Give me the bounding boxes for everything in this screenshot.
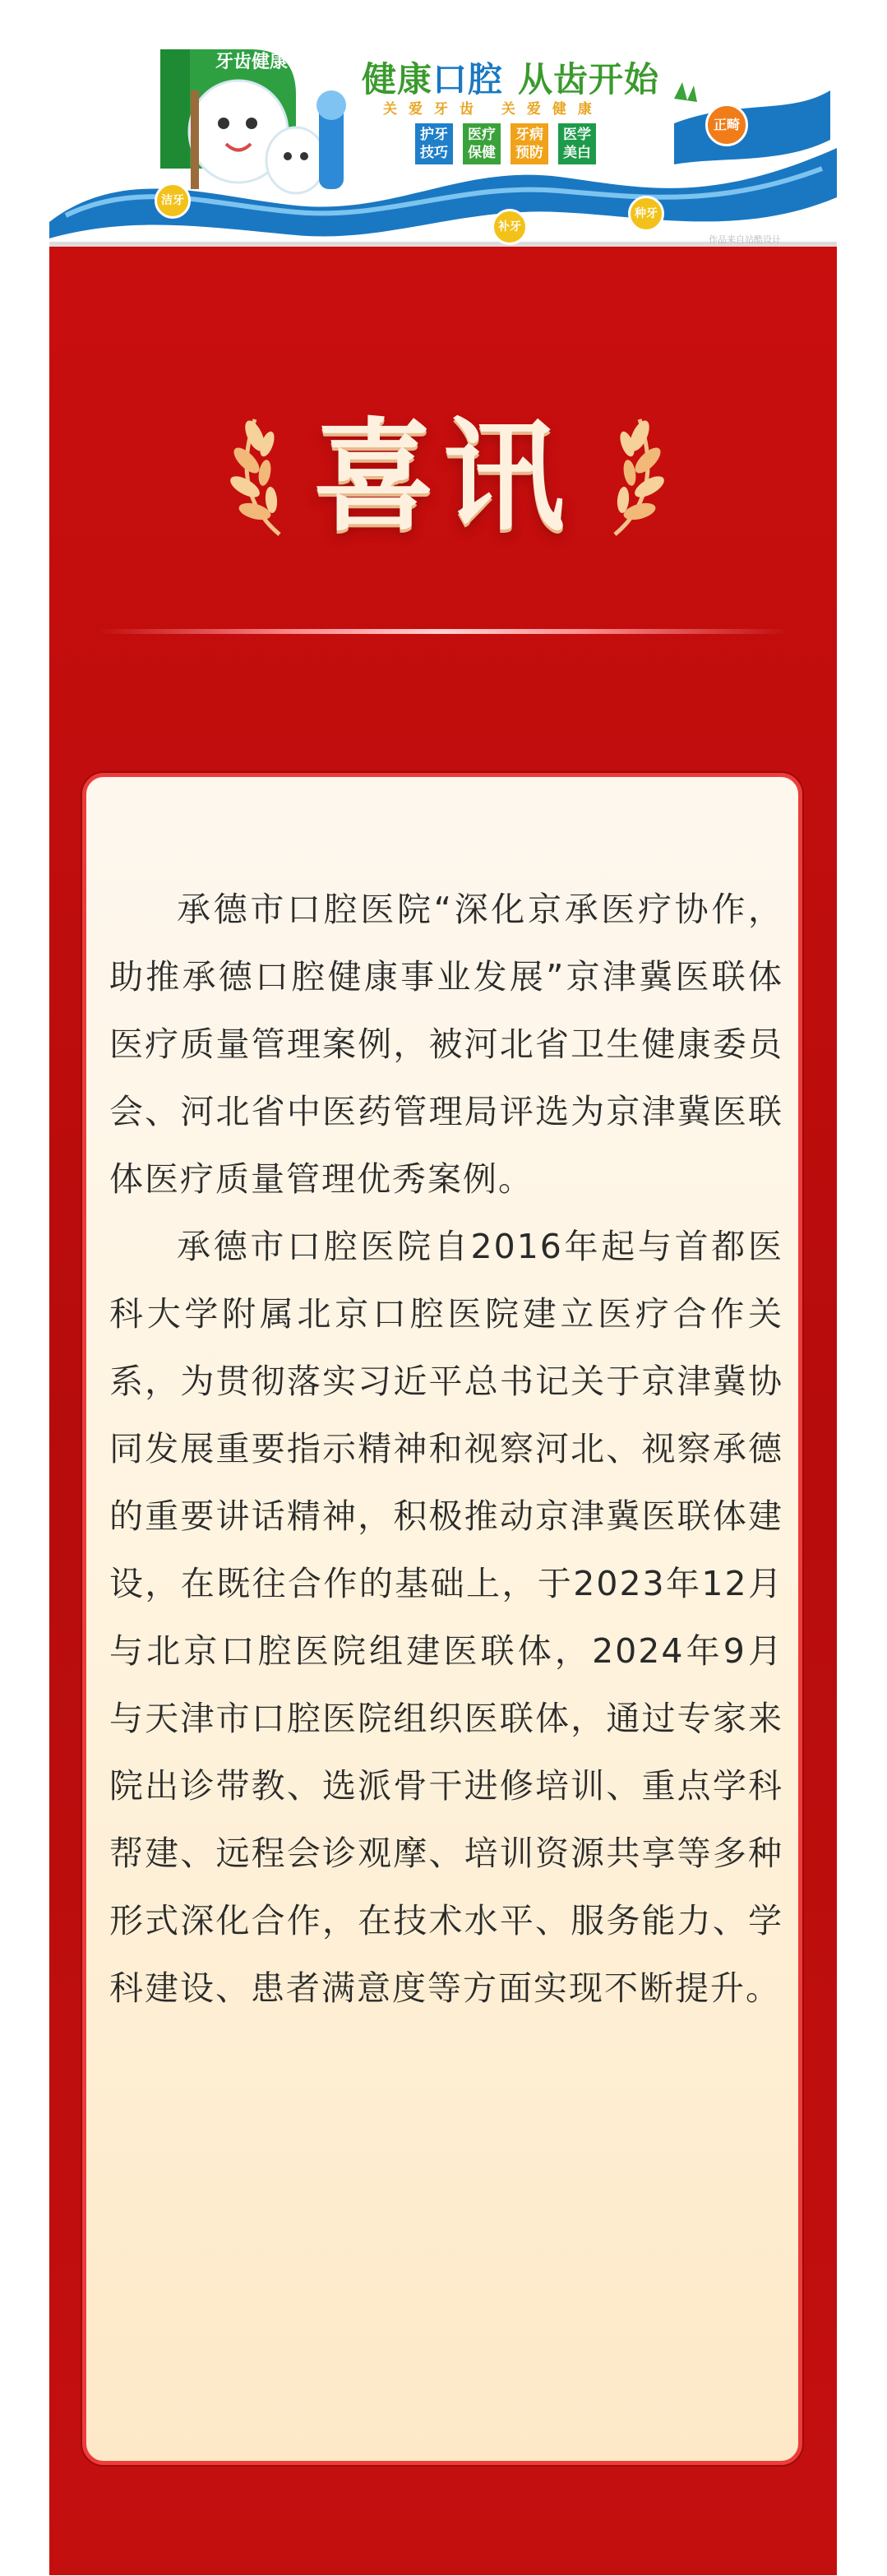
banner-box-2: 医疗保健 bbox=[463, 123, 501, 164]
header-banner bbox=[0, 0, 887, 247]
banner-circle-1: 洁牙 bbox=[155, 183, 191, 219]
banner-box-4: 医学美白 bbox=[558, 123, 596, 164]
banner-circle-2: 补牙 bbox=[492, 209, 528, 245]
news-poster bbox=[49, 247, 837, 2575]
banner-title-part2: 口腔 bbox=[432, 59, 504, 99]
banner-credit: 作品来自站酷设计 bbox=[709, 234, 781, 245]
news-paragraph-1: 承德市口腔医院“深化京承医疗协作，助推承德口腔健康事业发展”京津冀医联体医疗质量管理案例，被河北省卫生健康委员会、河北省中医药管理局评选为京津冀医联体医疗质量管理优秀案例。 bbox=[109, 890, 783, 1199]
page-title: 喜讯 bbox=[313, 406, 573, 548]
banner-title bbox=[362, 53, 659, 102]
banner-circle-4: 正畸 bbox=[705, 104, 748, 146]
news-body bbox=[109, 876, 783, 2022]
news-paragraph-2: 承德市口腔医院自2016年起与首都医科大学附属北京口腔医院建立医疗合作关系，为贯彻落实习近平总书记关于京津冀协同发展重要指示精神和视察河北、视察承德的重要讲话精神，积极推动京津冀医联体建设，在既往合作的基础上，于2023年12月与北京口腔医院组建医联体，2024年9月与天津市口腔医院组织医联体，通过专家来院出诊带教、选派骨干进修培训、重点学科帮建、远程会诊观摩、培训资源共享等多种形式深化合作，在技术水平、服务能力、学科建设、患者满意度等方面实现不断提升。 bbox=[109, 1227, 783, 2008]
banner-subtitle: 关爱牙齿 关爱健康 bbox=[383, 101, 603, 118]
banner-title-part1: 健康 bbox=[362, 59, 433, 99]
banner-box-1: 护牙技巧 bbox=[415, 123, 453, 164]
banner-circle-3: 种牙 bbox=[628, 196, 664, 232]
banner-title-part3: 从齿开始 bbox=[518, 59, 660, 99]
banner-box-3: 牙病预防 bbox=[510, 123, 548, 164]
heading-area bbox=[49, 386, 837, 567]
title-divider bbox=[99, 629, 788, 634]
banner-motto: 牙齿健康 从小做起 bbox=[215, 52, 367, 72]
news-card bbox=[82, 773, 802, 2465]
